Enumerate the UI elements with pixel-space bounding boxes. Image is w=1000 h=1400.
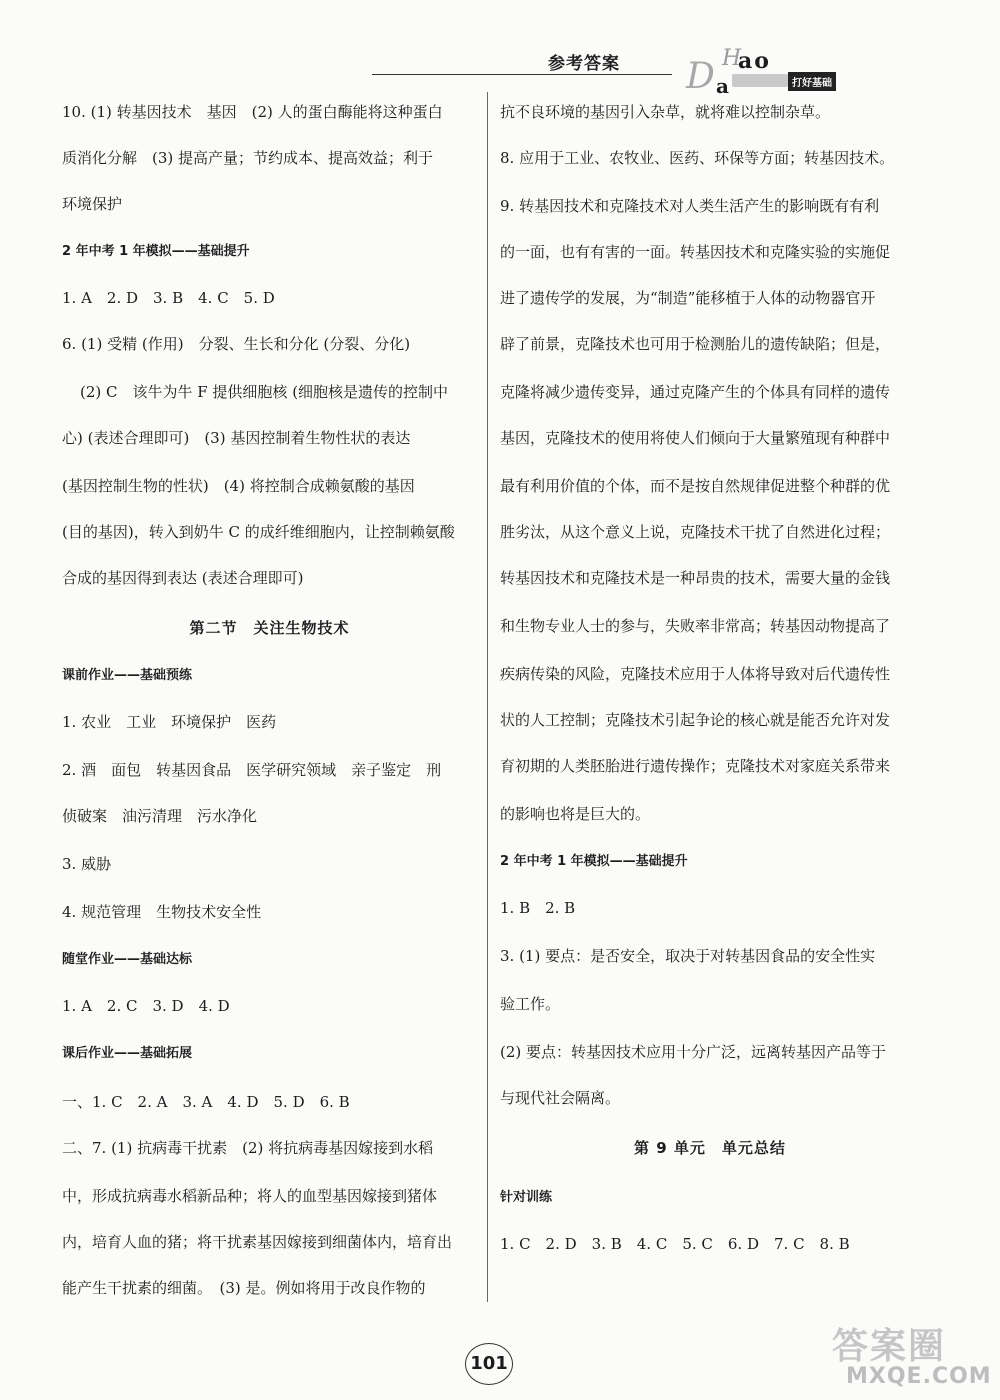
section-heading: 针对训练 [500, 1190, 553, 1205]
answer-line: 进了遗传学的发展，为“制造”能移植于人体的动物器官开 [500, 289, 876, 307]
answer-line: 与现代社会隔离。 [500, 1089, 621, 1107]
logo-badge: 打好基础 [788, 72, 836, 91]
answer-line: 状的人工控制；克隆技术引起争论的核心就是能否允许对发 [500, 711, 891, 729]
logo-letter-a: a [716, 74, 729, 98]
logo-letters-ao: ao [738, 48, 771, 74]
answer-line: 3. 威胁 [62, 855, 112, 873]
answer-line: 侦破案 油污清理 污水净化 [62, 807, 258, 825]
watermark-logo [832, 1318, 992, 1394]
answer-line: 1. C 2. D 3. B 4. C 5. C 6. D 7. C 8. B [500, 1235, 850, 1253]
page-number: 101 [465, 1343, 513, 1385]
answer-line: 能产生干扰素的细菌。 (3) 是。例如将用于改良作物的 [62, 1279, 426, 1297]
answer-line: 克隆将减少遗传变异，通过克隆产生的个体具有同样的遗传 [500, 383, 891, 401]
header-title: 参考答案 [548, 54, 620, 74]
answer-line: 4. 规范管理 生物技术安全性 [62, 903, 262, 921]
section-title: 第 9 单元 单元总结 [634, 1139, 786, 1157]
answer-line: 疾病传染的风险，克隆技术应用于人体将导致对后代遗传性 [500, 665, 891, 683]
answer-line: 3. (1) 要点：是否安全，取决于对转基因食品的安全性实 [500, 947, 876, 965]
answer-line: 育初期的人类胚胎进行遗传操作；克隆技术对家庭关系带来 [500, 757, 891, 775]
answer-line: 和生物专业人士的参与，失败率非常高；转基因动物提高了 [500, 617, 891, 635]
answer-line: 8. 应用于工业、农牧业、医药、环保等方面；转基因技术。 [500, 149, 895, 167]
answer-line: 的影响也将是巨大的。 [500, 805, 651, 823]
answer-line: 1. A 2. D 3. B 4. C 5. D [62, 289, 275, 307]
answer-line: 合成的基因得到表达 (表述合理即可) [62, 569, 304, 587]
answer-line: 心) (表述合理即可) (3) 基因控制着生物性状的表达 [62, 429, 411, 447]
answer-line: (2) C 该牛为牛 F 提供细胞核 (细胞核是遗传的控制中 [80, 383, 449, 401]
answer-line: 中，形成抗病毒水稻新品种；将人的血型基因嫁接到猪体 [62, 1187, 438, 1205]
answer-line: 的一面，也有有害的一面。转基因技术和克隆实验的实施促 [500, 243, 891, 261]
section-heading: 随堂作业——基础达标 [62, 952, 193, 967]
answer-line: 质消化分解 (3) 提高产量；节约成本、提高效益；利于 [62, 149, 434, 167]
logo-letter-d: D [686, 56, 715, 97]
answer-line: 1. B 2. B [500, 899, 576, 917]
answer-line: 转基因技术和克隆技术是一种昂贵的技术，需要大量的金钱 [500, 569, 891, 587]
section-heading: 2 年中考 1 年模拟——基础提升 [62, 244, 250, 259]
page-header [0, 0, 1000, 100]
answer-line: 二、7. (1) 抗病毒干扰素 (2) 将抗病毒基因嫁接到水稻 [62, 1139, 434, 1157]
section-heading: 2 年中考 1 年模拟——基础提升 [500, 854, 688, 869]
answer-line: 环境保护 [62, 195, 123, 213]
answer-line: 抗不良环境的基因引入杂草，就将难以控制杂草。 [500, 103, 831, 121]
section-heading: 课前作业——基础预练 [62, 668, 193, 683]
section-heading: 课后作业——基础拓展 [62, 1046, 193, 1061]
logo-strip [732, 74, 788, 87]
answer-line: (2) 要点：转基因技术应用十分广泛，远离转基因产品等于 [500, 1043, 887, 1061]
answer-line: 9. 转基因技术和克隆技术对人类生活产生的影响既有有利 [500, 197, 880, 215]
answer-line: 最有利用价值的个体，而不是按自然规律促进整个种群的优 [500, 477, 891, 495]
answer-line: 2. 酒 面包 转基因食品 医学研究领域 亲子鉴定 刑 [62, 761, 442, 779]
watermark-top-text: 答案圈 [832, 1325, 947, 1367]
watermark-bottom-text: MXQE.COM [846, 1364, 992, 1389]
answer-line: 验工作。 [500, 995, 561, 1013]
answer-line: 辟了前景，克隆技术也可用于检测胎儿的遗传缺陷；但是， [500, 335, 891, 353]
section-title: 第二节 关注生物技术 [189, 619, 350, 637]
answer-line: 10. (1) 转基因技术 基因 (2) 人的蛋白酶能将这种蛋白 [62, 103, 443, 121]
brand-logo [686, 44, 846, 100]
answer-line: 内，培育人血的猪；将干扰素基因嫁接到细菌体内，培育出 [62, 1233, 453, 1251]
answer-line: 1. 农业 工业 环境保护 医药 [62, 713, 277, 731]
answer-line: 一、1. C 2. A 3. A 4. D 5. D 6. B [62, 1093, 350, 1111]
answer-line: 胜劣汰，从这个意义上说，克隆技术干扰了自然进化过程； [500, 523, 891, 541]
logo-letter-h: H [722, 46, 742, 71]
column-divider [487, 92, 488, 1302]
answer-line: 1. A 2. C 3. D 4. D [62, 997, 230, 1015]
answer-line: 6. (1) 受精 (作用) 分裂、生长和分化 (分裂、分化) [62, 335, 411, 353]
answer-line: (目的基因)，转入到奶牛 C 的成纤维细胞内，让控制赖氨酸 [62, 523, 455, 541]
answer-line: (基因控制生物的性状) (4) 将控制合成赖氨酸的基因 [62, 477, 415, 495]
answer-line: 基因，克隆技术的使用将使人们倾向于大量繁殖现有种群中 [500, 429, 891, 447]
header-rule [372, 74, 672, 75]
